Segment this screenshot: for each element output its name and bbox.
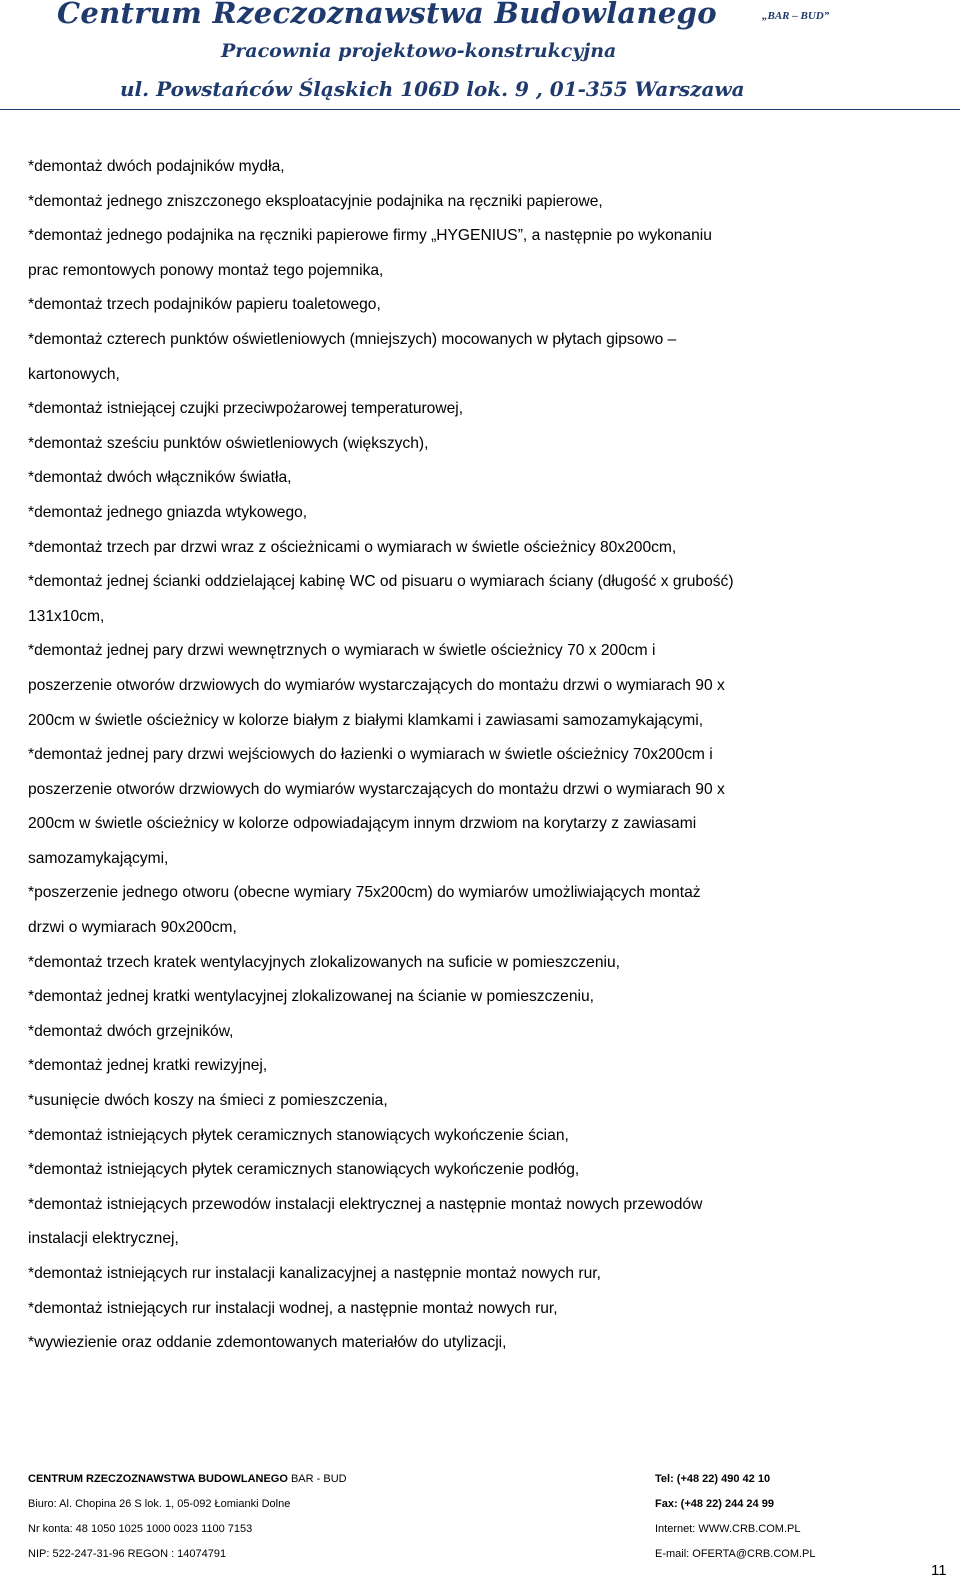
company-title: Centrum Rzeczoznawstwa Budowlanego <box>57 0 717 30</box>
text-line: *demontaż jednej pary drzwi wejściowych do łazienki o wymiarach w świetle ościeżnicy 70x200cm i <box>28 746 713 764</box>
text-line: *demontaż jednego gniazda wtykowego, <box>28 503 308 521</box>
text-line: 131x10cm, <box>28 607 105 625</box>
company-subtitle: Pracownia projektowo-konstrukcyjna <box>221 40 617 62</box>
text-line: prac remontowych ponowy montaż tego pojemnika, <box>28 261 384 279</box>
footer-email: E-mail: OFERTA@CRB.COM.PL <box>655 1548 816 1560</box>
text-line: poszerzenie otworów drzwiowych do wymiarów wystarczających do montażu drzwi o wymiarach 90 x <box>28 780 725 798</box>
text-line: *demontaż dwóch podajników mydła, <box>28 158 285 175</box>
text-line: *demontaż jednego zniszczonego eksploatacyjnie podajnika na ręczniki papierowe, <box>28 192 603 210</box>
text-line: poszerzenie otworów drzwiowych do wymiarów wystarczających do montażu drzwi o wymiarach 90 x <box>28 676 725 694</box>
text-line: *poszerzenie jednego otworu (obecne wymiary 75x200cm) do wymiarów umożliwiających montaż <box>28 884 701 902</box>
company-address: ul. Powstańców Śląskich 106D lok. 9 , 01-355 Warszawa <box>120 77 745 101</box>
footer <box>0 1471 960 1586</box>
text-line: 200cm w świetle ościeżnicy w kolorze białym z białymi klamkami i zawiasami samozamykającymi, <box>28 711 704 729</box>
text-line: drzwi o wymiarach 90x200cm, <box>28 919 237 937</box>
text-line: *demontaż istniejących płytek ceramicznych stanowiących wykończenie ścian, <box>28 1126 569 1144</box>
footer-account: Nr konta: 48 1050 1025 1000 0023 1100 7153 <box>28 1523 253 1535</box>
text-line: *demontaż trzech par drzwi wraz z ościeżnicami o wymiarach w świetle ościeżnicy 80x200cm, <box>28 538 677 556</box>
text-line: instalacji elektrycznej, <box>28 1230 179 1248</box>
footer-tel: Tel: (+48 22) 490 42 10 <box>655 1473 771 1485</box>
footer-company <box>28 1473 347 1485</box>
text-line: 200cm w świetle ościeżnicy w kolorze odpowiadającym innym drzwiom na korytarzy z zawiasami <box>28 815 697 833</box>
text-line: *wywiezienie oraz oddanie zdemontowanych materiałów do utylizacji, <box>28 1334 507 1352</box>
text-line: samozamykającymi, <box>28 849 169 867</box>
text-line: *demontaż jednej kratki wentylacyjnej zlokalizowanej na ścianie w pomieszczeniu, <box>28 988 594 1006</box>
text-line: *demontaż sześciu punktów oświetleniowych (większych), <box>28 434 429 452</box>
text-line: *demontaż dwóch włączników światła, <box>28 469 292 487</box>
page-number: 11 <box>931 1562 947 1579</box>
footer-company-suffix: BAR - BUD <box>287 1473 347 1485</box>
text-line: *demontaż trzech podajników papieru toaletowego, <box>28 296 381 314</box>
text-line: *demontaż jednej ścianki oddzielającej kabinę WC od pisuaru o wymiarach ściany (długość x grubość) <box>28 573 734 591</box>
text-line: *demontaż istniejącej czujki przeciwpożarowej temperaturowej, <box>28 400 464 418</box>
footer-company-name: CENTRUM RZECZOZNAWSTWA BUDOWLANEGO <box>28 1473 288 1485</box>
text-line: *demontaż istniejących płytek ceramicznych stanowiących wykończenie podłóg, <box>28 1161 580 1179</box>
text-line: *demontaż istniejących rur instalacji wodnej, a następnie montaż nowych rur, <box>28 1299 558 1317</box>
text-line: kartonowych, <box>28 365 120 383</box>
text-line: *demontaż jednej kratki rewizyjnej, <box>28 1057 268 1075</box>
footer-ids: NIP: 522-247-31-96 REGON : 14074791 <box>28 1548 227 1560</box>
text-line: *usunięcie dwóch koszy na śmieci z pomieszczenia, <box>28 1092 388 1110</box>
text-line: *demontaż trzech kratek wentylacyjnych zlokalizowanych na suficie w pomieszczeniu, <box>28 953 620 971</box>
footer-fax: Fax: (+48 22) 244 24 99 <box>655 1498 774 1510</box>
text-line: *demontaż istniejących rur instalacji kanalizacyjnej a następnie montaż nowych rur, <box>28 1265 601 1282</box>
text-line: *demontaż istniejących przewodów instalacji elektrycznej a następnie montaż nowych przewodów <box>28 1195 703 1213</box>
text-line: *demontaż jednej pary drzwi wewnętrznych o wymiarach w świetle ościeżnicy 70 x 200cm i <box>28 642 656 660</box>
text-line: *demontaż dwóch grzejników, <box>28 1022 234 1040</box>
text-line: *demontaż czterech punktów oświetleniowych (mniejszych) mocowanych w płytach gipsowo – <box>28 330 677 348</box>
footer-internet: Internet: WWW.CRB.COM.PL <box>655 1523 801 1535</box>
document-body <box>28 150 928 1361</box>
letterhead <box>0 0 960 118</box>
footer-office: Biuro: Al. Chopina 26 S lok. 1, 05-092 Łomianki Dolne <box>28 1498 291 1510</box>
header-divider <box>0 109 960 110</box>
text-line: *demontaż jednego podajnika na ręczniki papierowe firmy „HYGENIUS”, a następnie po wykonaniu <box>28 227 712 245</box>
company-badge: „BAR – BUD” <box>762 10 830 22</box>
